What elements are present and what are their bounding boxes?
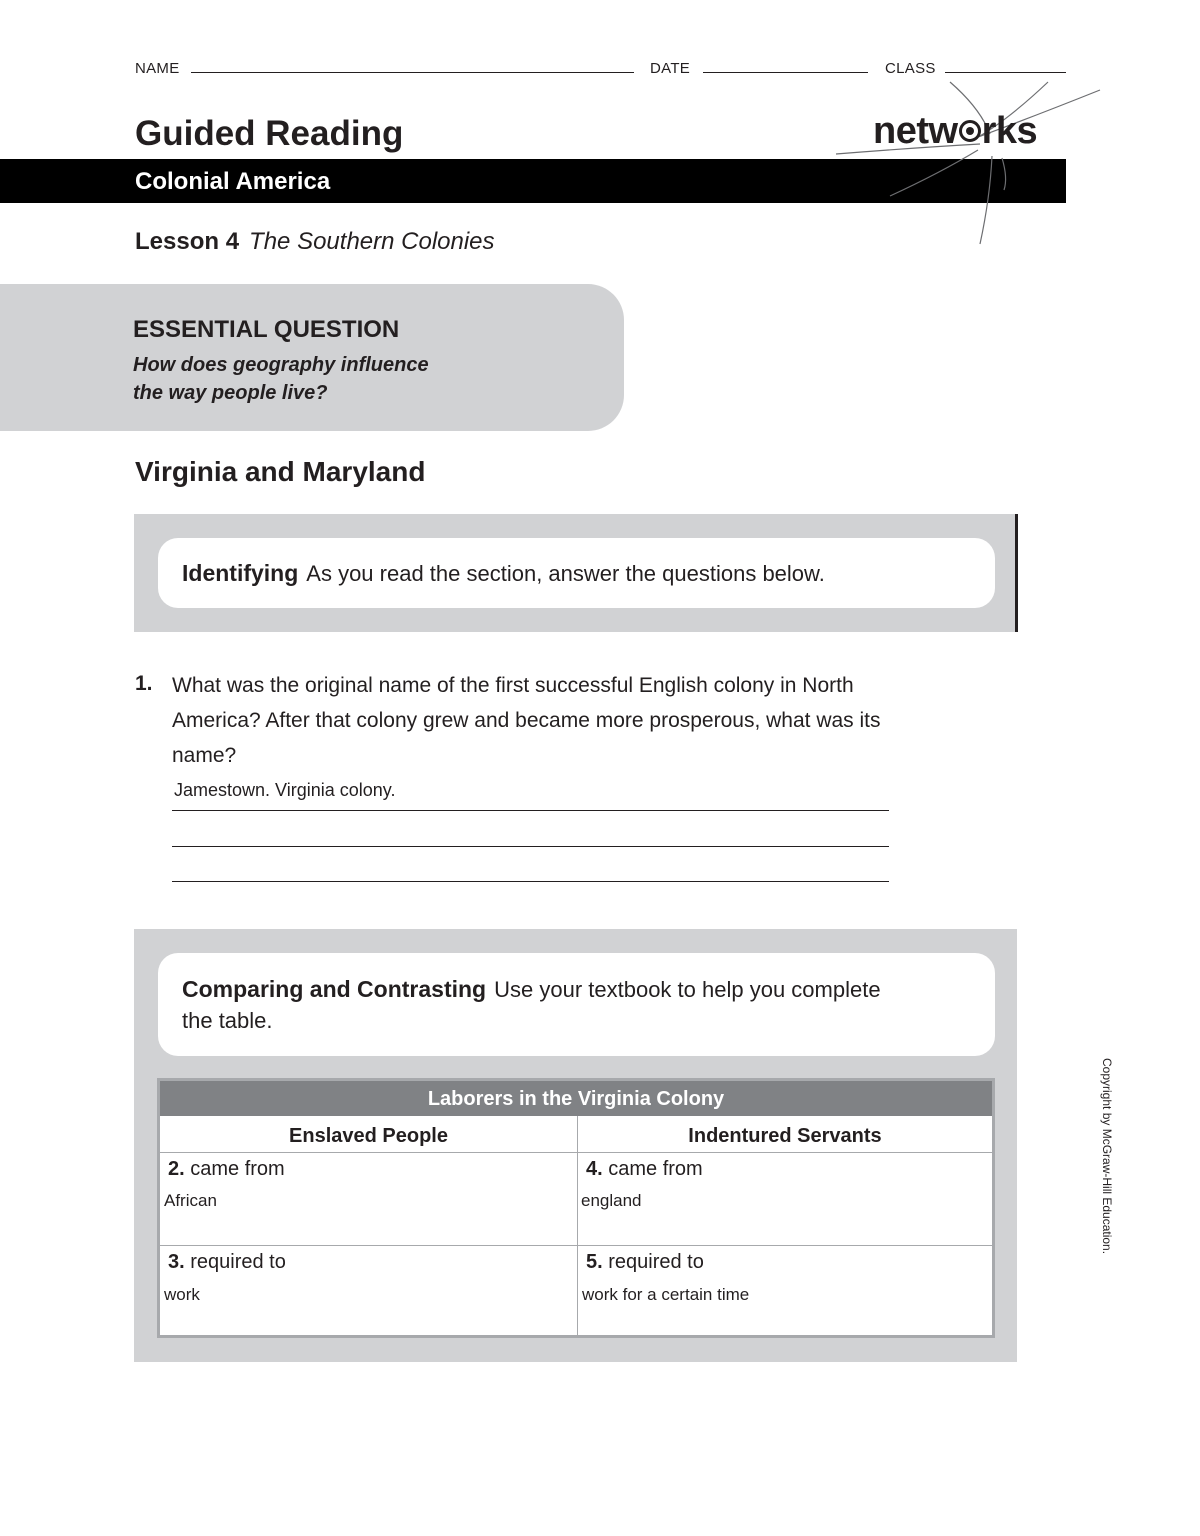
networks-swoosh-graphic [830, 78, 1110, 248]
date-label: DATE [650, 60, 691, 77]
essential-question-text: How does geography influence the way people live? [133, 354, 429, 404]
table-cell-label: 3. required to [168, 1251, 286, 1273]
unit-title: Colonial America [135, 168, 331, 195]
date-field-line[interactable] [703, 72, 868, 73]
essential-question-heading: ESSENTIAL QUESTION [133, 316, 400, 343]
name-label: NAME [135, 60, 180, 77]
answer-line[interactable] [172, 846, 889, 847]
class-label: CLASS [885, 60, 936, 77]
table-cell-label: 5. required to [586, 1251, 704, 1273]
identifying-box-rule [1015, 514, 1018, 632]
laborers-table [157, 1078, 995, 1338]
networks-logo: netw rks [873, 110, 1038, 152]
copyright-notice: Copyright by McGraw-Hill Education. [1100, 1058, 1114, 1255]
table-cell-label: 2. came from [168, 1158, 285, 1180]
table-divider [160, 1245, 992, 1246]
question-1-answer[interactable]: Jamestown. Virginia colony. [174, 780, 396, 800]
table-divider [160, 1152, 992, 1153]
answer-line[interactable] [172, 810, 889, 811]
page-title: Guided Reading [135, 114, 404, 153]
column-header-indentured: Indentured Servants [688, 1125, 882, 1147]
table-cell-answer[interactable]: work [164, 1285, 200, 1304]
answer-line[interactable] [172, 881, 889, 882]
table-cell-answer[interactable]: work for a certain time [582, 1285, 750, 1304]
table-title: Laborers in the Virginia Colony [160, 1081, 992, 1116]
comparing-instruction: Comparing and Contrasting Use your textbook to help you complete the table. [182, 976, 881, 1033]
class-field-line[interactable] [945, 72, 1066, 73]
table-cell-answer[interactable]: African [164, 1191, 217, 1210]
lesson-heading: Lesson 4 The Southern Colonies [135, 228, 495, 255]
section-heading: Virginia and Maryland [135, 456, 426, 487]
logo-o-icon [959, 120, 981, 142]
table-cell-answer[interactable]: england [581, 1191, 642, 1210]
table-divider [577, 1116, 578, 1338]
table-cell-label: 4. came from [586, 1158, 703, 1180]
column-header-enslaved: Enslaved People [289, 1125, 448, 1147]
question-1-text: What was the original name of the first successful English colony in North America? After that colony grew and became more prosperous, what was its name? [172, 674, 881, 767]
name-field-line[interactable] [191, 72, 634, 73]
question-1-number: 1. [135, 672, 153, 695]
identifying-instruction: Identifying As you read the section, answer the questions below. [182, 560, 825, 586]
